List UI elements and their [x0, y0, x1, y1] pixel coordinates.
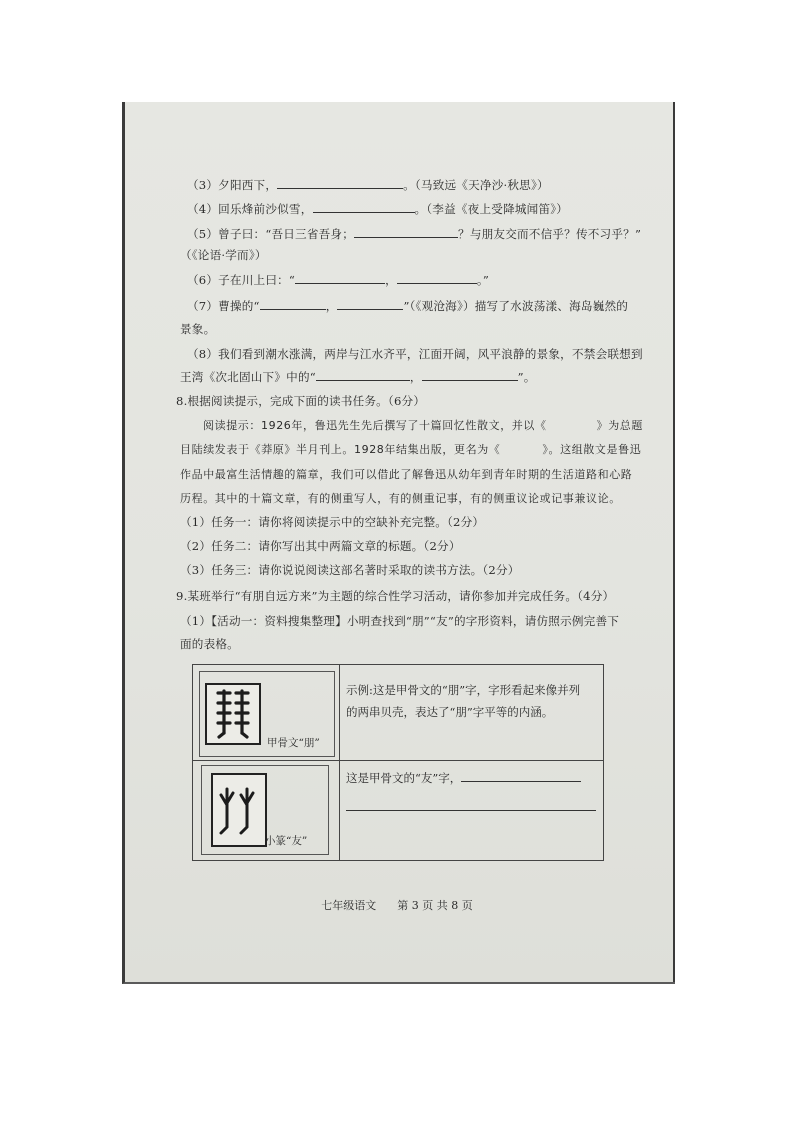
- item-7-text: （7）曹操的“: [187, 299, 260, 313]
- q8-reading-2b: 》。这组散文是鲁迅: [542, 443, 642, 456]
- q8-task-3: （3）任务三：请你说说阅读这部名著时采取的读书方法。（2分）: [180, 563, 520, 577]
- item-7-rest: ”（《观沧海》）描写了水波荡漾、海岛巍然的: [403, 299, 629, 313]
- item-4-text: （4）回乐烽前沙似雪，: [187, 202, 313, 216]
- item-5-rest: ？与朋友交而不信乎？传不习乎？”: [458, 227, 642, 241]
- blank-5[interactable]: [354, 226, 458, 238]
- peng-example-line1: 示例:这是甲骨文的“朋”字，字形看起来像并列: [346, 683, 581, 697]
- peng-caption: 甲骨文“朋”: [267, 737, 320, 749]
- q8-task-2: （2）任务二：请你写出其中两篇文章的标题。（2分）: [180, 539, 461, 553]
- glyph-table: [192, 664, 604, 861]
- item-6-text: （6）子在川上曰：“: [187, 273, 296, 287]
- blank-8a[interactable]: [316, 369, 410, 381]
- blank-7a[interactable]: [260, 298, 326, 310]
- q8-reading-1b: 》为总题: [596, 419, 643, 432]
- blank-7b[interactable]: [337, 298, 403, 310]
- q8-task-1: （1）任务一：请你将阅读提示中的空缺补充完整。（2分）: [180, 515, 485, 529]
- item-6-comma: ，: [385, 273, 397, 287]
- item-8: （8）我们看到潮水涨满，两岸与江水齐平，江面开阔，风平浪静的景象，不禁会联想到: [187, 347, 643, 361]
- q9-sub1-line1: （1）【活动一：资料搜集整理】小明查找到“朋”“友”的字形资料，请仿照示例完善下: [180, 614, 620, 628]
- you-image-cell: [193, 761, 340, 861]
- you-seal-glyph-icon: [211, 773, 267, 847]
- you-caption: 小篆“友”: [265, 835, 308, 847]
- item-8-text: 王湾《次北固山下》中的“: [180, 370, 316, 384]
- q8-title: 8.根据阅读提示，完成下面的读书任务。（6分）: [176, 394, 426, 408]
- item-5: [187, 226, 641, 242]
- q8-reading-line4: 历程。其中的十篇文章，有的侧重写人，有的侧重记事，有的侧重议论或记事兼议论。: [180, 492, 621, 505]
- item-7-comma: ，: [325, 299, 338, 313]
- q9-title: 9.某班举行“有朋自远方来”为主题的综合性学习活动，请你参加并完成任务。（4分）: [176, 589, 615, 603]
- q8-reading-line3: 作品中最富生活情趣的篇章，我们可以借此了解鲁迅从幼年到青年时期的生活道路和心路: [180, 468, 633, 481]
- item-8-comma: ，: [409, 370, 422, 384]
- peng-oracle-glyph-icon: [205, 683, 261, 745]
- you-text-cell: [340, 761, 604, 861]
- peng-example: [340, 665, 603, 723]
- item-4: [187, 201, 568, 217]
- q9-sub1-line2: 面的表格。: [180, 637, 239, 651]
- item-5-text: （5）曾子曰：“吾日三省吾身；: [187, 227, 355, 241]
- table-row-you: [193, 761, 604, 861]
- item-5-source: （《论语·学而》）: [180, 248, 267, 262]
- q8-reading-2a: 目陆续发表于《莽原》半月刊上。1928年结集出版，更名为《: [180, 443, 501, 456]
- you-answer-prompt: 这是甲骨文的“友”字，: [346, 771, 462, 785]
- q8-reading-line1: [203, 418, 643, 434]
- item-6: [187, 272, 489, 288]
- footer-subject: 七年级语文: [321, 899, 377, 912]
- item-3-source: 。（马致远《天净沙·秋思》）: [403, 178, 549, 192]
- footer-page-number: 第 3 页 共 8 页: [397, 899, 473, 912]
- item-4-source: 。（李益《夜上受降城闻笛》）: [414, 202, 569, 216]
- item-3-text: （3）夕阳西下，: [187, 178, 278, 192]
- peng-text-cell: [340, 665, 604, 761]
- blank-4[interactable]: [313, 201, 415, 213]
- blank-6a[interactable]: [295, 272, 385, 284]
- blank-8b[interactable]: [422, 369, 518, 381]
- you-answer-blank-1[interactable]: [461, 770, 581, 782]
- page-footer: [0, 897, 794, 913]
- peng-example-line2: 的两串贝壳，表达了“朋”字平等的内涵。: [346, 705, 554, 719]
- item-7-cont: 景象。: [180, 322, 216, 336]
- item-8-cont: [180, 369, 536, 385]
- item-7: [187, 298, 628, 314]
- you-answer: [340, 761, 603, 811]
- q8-reading-1a: 阅读提示：1926年，鲁迅先生先后撰写了十篇回忆性散文，并以《: [203, 419, 547, 432]
- q8-reading-line2: [180, 442, 641, 458]
- blank-3[interactable]: [277, 177, 403, 189]
- item-6-end: 。”: [476, 273, 489, 287]
- you-answer-blank-2[interactable]: [346, 809, 596, 811]
- table-row-peng: [193, 665, 604, 761]
- item-3: [187, 177, 549, 193]
- peng-image-cell: [193, 665, 340, 761]
- blank-6b[interactable]: [397, 272, 477, 284]
- item-8-end: ”。: [517, 370, 536, 384]
